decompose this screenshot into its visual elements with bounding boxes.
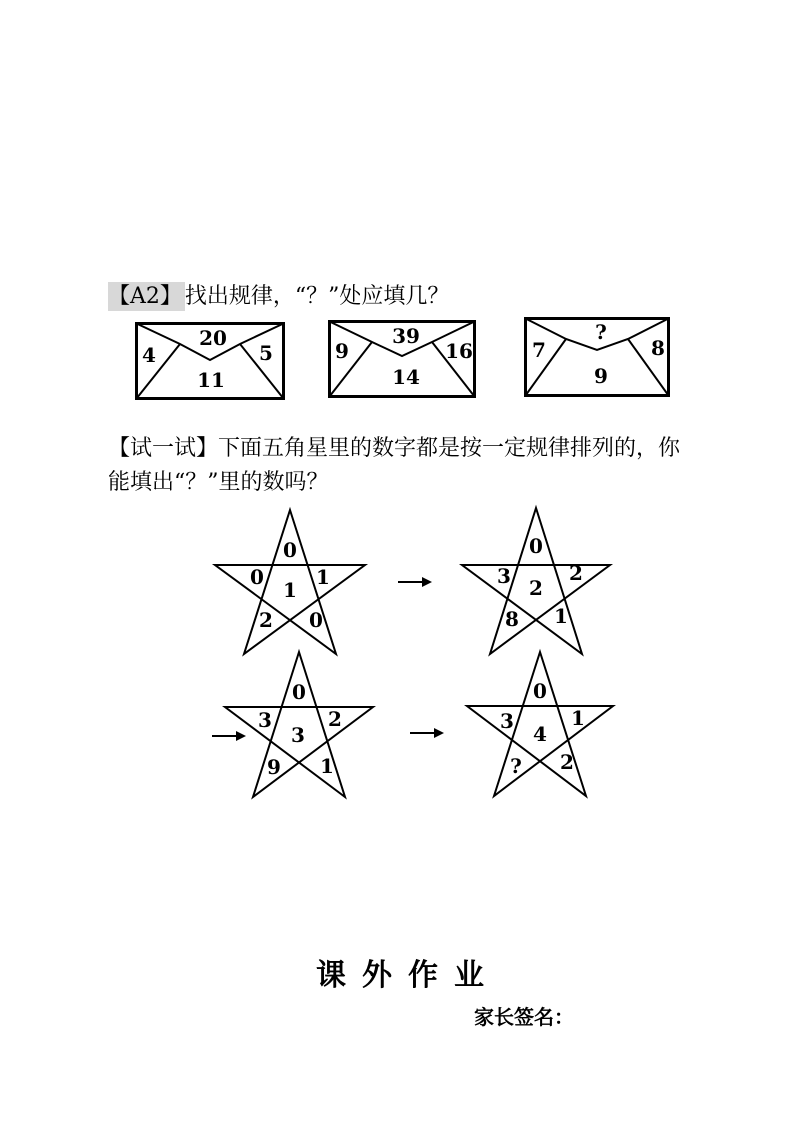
envelope-1 <box>135 322 285 400</box>
arrow-3-icon <box>410 727 444 739</box>
star-3-right: 2 <box>328 707 342 731</box>
star-2-left: 3 <box>497 564 511 588</box>
star-1-top: 0 <box>283 538 297 562</box>
envelope-2-left: 9 <box>335 339 349 363</box>
star-4-top: 0 <box>533 679 547 703</box>
envelope-1-top: 20 <box>199 326 227 350</box>
envelope-3-right: 8 <box>651 336 665 360</box>
star-2-top: 0 <box>529 534 543 558</box>
envelope-1-right: 5 <box>259 341 273 365</box>
star-2-bottom-left: 8 <box>505 607 519 631</box>
star-4-center: 4 <box>533 722 547 746</box>
a2-question-line <box>108 286 449 308</box>
star-1-center: 1 <box>283 578 297 602</box>
star-1-left: 0 <box>250 565 264 589</box>
envelope-1-left: 4 <box>142 343 156 367</box>
star-1-bottom-right: 0 <box>309 608 323 632</box>
homework-title: 课外作业 <box>316 958 500 993</box>
star-3-top: 0 <box>292 680 306 704</box>
star-1 <box>215 510 365 655</box>
a2-tag: 【A2】 <box>108 282 185 311</box>
parent-signature-label: 家长签名： <box>474 1005 574 1029</box>
envelope-3 <box>524 317 670 397</box>
try-line-1: 【试一试】下面五角星里的数字都是按一定规律排列的，你 <box>108 436 681 461</box>
envelope-3-top: ? <box>595 320 607 344</box>
star-2 <box>462 508 610 655</box>
star-4-bottom-left: ? <box>510 754 522 778</box>
star-4-left: 3 <box>500 709 514 733</box>
envelope-2 <box>328 320 476 398</box>
envelope-2-bottom: 14 <box>392 365 420 389</box>
star-3-bottom-left: 9 <box>267 755 281 779</box>
star-2-center: 2 <box>529 576 543 600</box>
star-4 <box>467 652 613 797</box>
try-line-2: 能填出“？”里的数吗？ <box>108 470 329 495</box>
star-3-left: 3 <box>258 708 272 732</box>
a2-question-text: 找出规律，“？”处应填几？ <box>184 284 450 309</box>
arrow-1-icon <box>398 576 432 588</box>
envelope-2-right: 16 <box>445 339 473 363</box>
star-3 <box>225 652 373 798</box>
star-1-bottom-left: 2 <box>259 608 273 632</box>
envelope-3-left: 7 <box>532 338 546 362</box>
star-2-right: 2 <box>569 561 583 585</box>
star-3-center: 3 <box>291 723 305 747</box>
star-4-bottom-right: 2 <box>560 750 574 774</box>
envelope-1-bottom: 11 <box>197 368 225 392</box>
star-3-bottom-right: 1 <box>320 754 334 778</box>
star-4-right: 1 <box>571 706 585 730</box>
star-2-bottom-right: 1 <box>554 604 568 628</box>
envelope-3-bottom: 9 <box>594 364 608 388</box>
arrow-2-icon <box>212 730 246 742</box>
star-1-right: 1 <box>316 565 330 589</box>
envelope-2-top: 39 <box>392 324 420 348</box>
